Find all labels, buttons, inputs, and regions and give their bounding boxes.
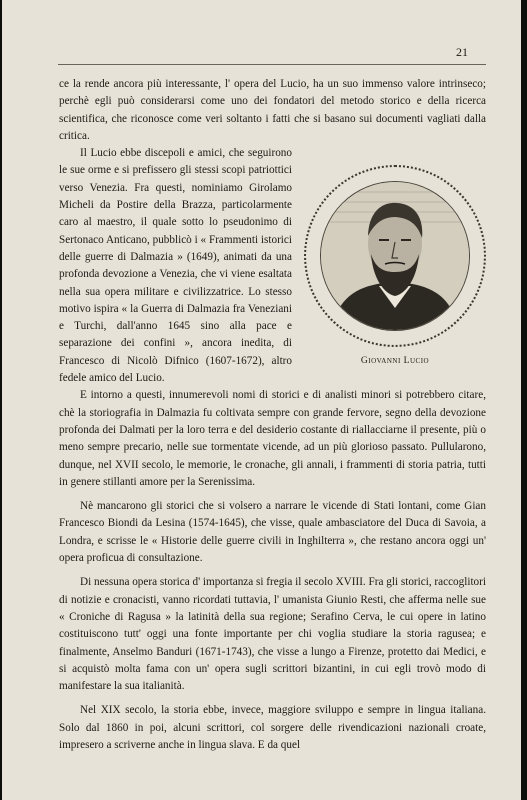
paragraph: E intorno a questi, innumerevoli nomi di storici e di analisti minori si potrebbero citare, chè la storiografia in Dalmazia fu coltivata sempre con grande fervore, segno della devozione profonda dei Dalmati per la loro terra e del desiderio costante di riallacciarne il presente, più o meno sempre precario, nelle sue tormentate vicende, ad un più glorioso passato. Pullularono, dunque, nel XVII secolo, le memorie, le cronache, gli annali, i frammenti di storia patria, tutti in genere stillanti amore per la Serenissima. (59, 389, 486, 488)
header-rule (58, 64, 486, 65)
paragraph: Nè mancarono gli storici che si volsero a narrare le vicende di Stati lontani, come Gian Francesco Biondi da Lesina (1574-1645), che visse, quale ambasciatore del Duca di Savoia, a Londra, e scrisse le « Historie delle guerre civili in Inghilterra », che restano ancora oggi un' opera proficua di consultazione. (59, 500, 486, 565)
portrait-engraving-icon (321, 182, 469, 330)
paragraph: Il Lucio ebbe discepoli e amici, che seguirono le sue orme e si prefissero gli stessi scopi patriottici verso Venezia. Fra questi, nominiamo Girolamo Micheli da Postire della Brazza, particolarmente caro al maestro, il quale sotto lo pseudonimo di Sertonaco Anticano, pubblicò i « Frammenti istorici delle guerre di Dalmazia » (1649), animati da una profonda devozione a Venezia, che vi viene esaltata nella sua opera militare e civilizzatrice. Lo stesso motivo ispira « la Guerra di Dalmazia fra Veneziani e Turchi, dall'anno 1645 sino alla pace e separazione dei confini », ancora inedita, di Francesco di Nicolò Difnico (1607-1672), altro fedele amico del Lucio. (59, 147, 292, 385)
paragraph: ce la rende ancora più interessante, l' opera del Lucio, ha un suo immenso valore intrinseco; perchè egli può considerarsi come uno dei fondatori del metodo storico e della ricerca scientifica, che riconosce come veri soltanto i fatti che si basano sui documenti vagliati dalla critica. (59, 78, 486, 142)
body-text (59, 76, 486, 754)
paragraph: Nel XIX secolo, la storia ebbe, invece, maggiore sviluppo e sempre in lingua italiana. Solo dal 1860 in poi, alcuni scrittori, col sorgere delle rivendicazioni nazionali croate, impresero a scriverne anche in lingua slava. E da quel (59, 704, 486, 751)
figure-caption: Giovanni Lucio (360, 356, 430, 367)
portrait-image (320, 181, 470, 331)
page-number: 21 (456, 45, 468, 59)
portrait-figure (304, 165, 486, 370)
portrait-medallion (304, 165, 486, 347)
book-page (2, 0, 521, 800)
paragraph: Di nessuna opera storica d' importanza si fregia il secolo XVIII. Fra gli storici, raccoglitori di notizie e cronacisti, vanno ricordati tuttavia, l' umanista Giunio Resti, che afferma nelle sue « Croniche di Ragusa » la latinità della sua regione; Serafino Cerva, le cui opere in latino costituiscono tutt' oggi una fonte importante per chi voglia studiare la storia ragusea; e finalmente, Anselmo Banduri (1671-1743), che visse a lungo a Firenze, protetto dai Medici, e si acquistò molta fama con un' opera sugli scrittori bizantini, in cui egli trovò modo di manifestare la sua italianità. (59, 576, 486, 693)
